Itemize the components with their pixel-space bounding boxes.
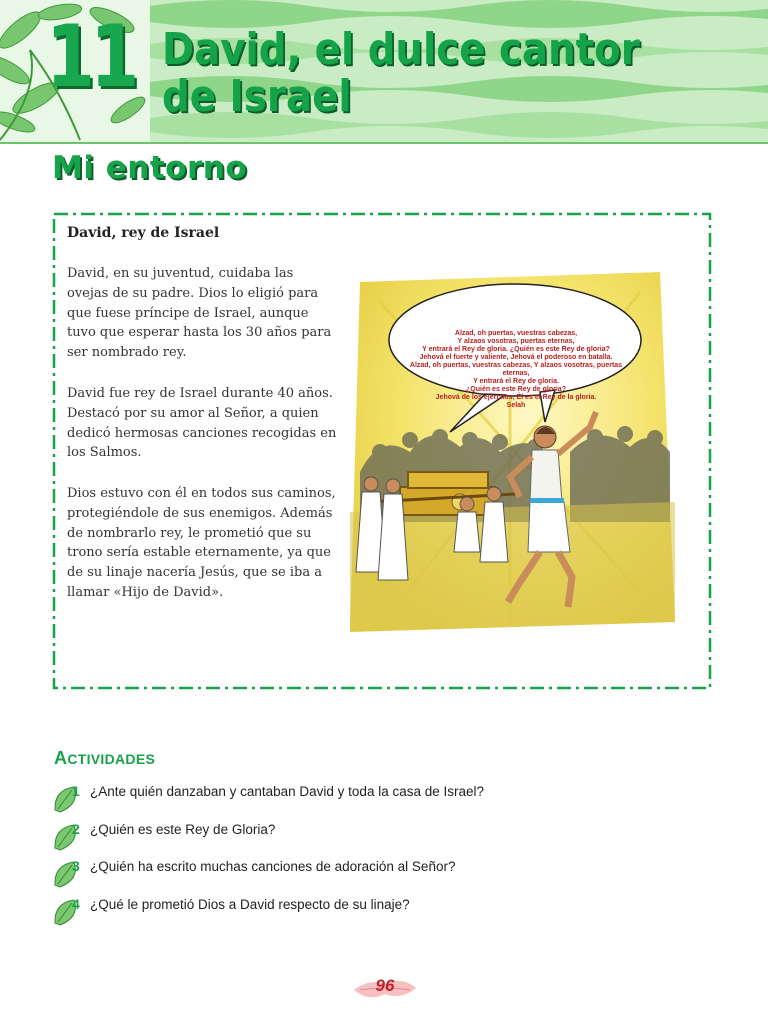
speech-bubble-text: Alzad, oh puertas, vuestras cabezas, Y alzaos vosotras, puertas eternas, Y entrará el Rey de gloria. ¿Quién es este Rey de gloria? Jehová el fuerte y valiente, Jehová el poderoso en batalla. Alzad, oh puertas, vuestras cabezas, Y alzaos vosotras, puertas eternas, Y entrará el Rey de gloria. ¿Quién es este Rey de gloria? Jehová de los ejércitos, Él es el Rey de la gloria. Selah [409, 330, 623, 409]
reading-title: David, rey de Israel [67, 225, 220, 241]
chapter-header [0, 0, 768, 144]
chapter-number: 11 [46, 7, 135, 107]
activities-title: ACTIVIDADES [54, 748, 156, 768]
activity-number: 4 [72, 896, 80, 912]
activity-question: ¿Quién es este Rey de Gloria? [90, 822, 276, 837]
activity-number: 1 [72, 783, 80, 799]
activity-question: ¿Ante quién danzaban y cantaban David y toda la casa de Israel? [90, 784, 485, 799]
activity-item-4 [52, 897, 752, 929]
activity-item-2 [52, 822, 752, 854]
reading-paragraph-1: David, en su juventud, cuidaba las ovejas de su padre. Dios lo eligió para que fuese príncipe de Israel, aunque tuvo que esperar hasta los 30 años para ser nombrado rey. [67, 266, 332, 361]
activity-question: ¿Quién ha escrito muchas canciones de adoración al Señor? [90, 859, 456, 874]
reading-paragraph-3: Dios estuvo con él en todos sus caminos, protegiéndole de sus enemigos. Además de nombrarlo rey, le prometió que su trono sería estable eternamente, ya que de su linaje nacería Jesús, que se iba a llamar «Hijo de David». [67, 486, 336, 600]
activity-question: ¿Qué le prometió Dios a David respecto de su linaje? [90, 897, 410, 912]
activity-item-1 [52, 784, 752, 816]
reading-paragraph-2: David fue rey de Israel durante 40 años. Destacó por su amor al Señor, a quien dedicó hermosas canciones recogidas en los Salmos. [67, 386, 337, 461]
activity-number: 2 [72, 821, 80, 837]
activity-number: 3 [72, 858, 80, 874]
page-number: 96 [352, 976, 418, 1002]
chapter-title-line-1: David, el dulce cantor [162, 24, 640, 75]
chapter-title-line-2: de Israel [162, 71, 352, 122]
david-dancing-illustration [340, 262, 680, 636]
activity-item-3 [52, 859, 752, 891]
chapter-title [162, 26, 640, 120]
section-title: Mi entorno [52, 150, 248, 186]
